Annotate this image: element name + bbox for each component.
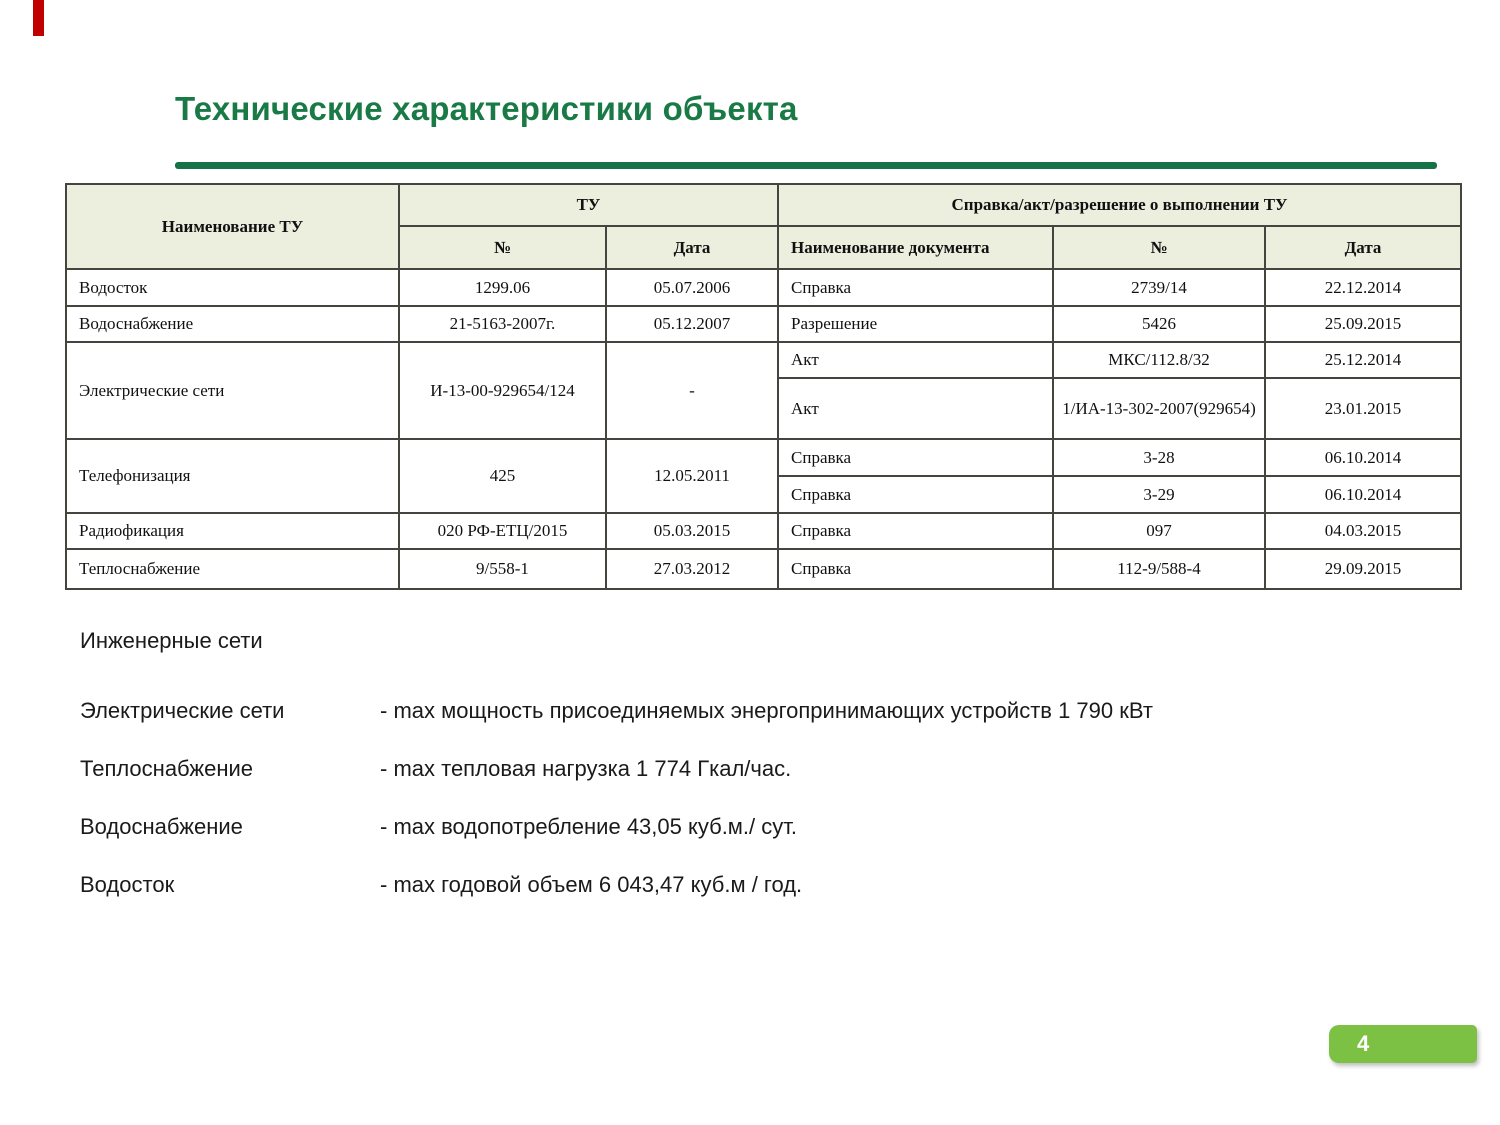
cell-tu-date: 05.07.2006 xyxy=(606,269,778,306)
cell-doc-name: Акт xyxy=(778,342,1053,378)
table-row xyxy=(66,439,1461,476)
cell-tu-name: Электрические сети xyxy=(66,342,399,439)
cell-doc-name: Справка xyxy=(778,439,1053,476)
note-row-heat xyxy=(80,756,1420,782)
cell-doc-date: 06.10.2014 xyxy=(1265,439,1461,476)
note-label: Электрические сети xyxy=(80,698,285,723)
tu-table xyxy=(65,183,1462,590)
cell-doc-no: 097 xyxy=(1053,513,1265,549)
cell-doc-name: Справка xyxy=(778,269,1053,306)
cell-tu-no: 9/558-1 xyxy=(399,549,606,589)
cell-tu-date: 27.03.2012 xyxy=(606,549,778,589)
cell-tu-name: Радиофикация xyxy=(66,513,399,549)
note-row-drain xyxy=(80,872,1420,898)
red-accent-bar xyxy=(33,0,44,36)
cell-doc-name: Справка xyxy=(778,513,1053,549)
note-value: - max мощность присоединяемых энергопринимающих устройств 1 790 кВт xyxy=(380,698,1153,723)
cell-tu-name: Водосток xyxy=(66,269,399,306)
cell-doc-name: Разрешение xyxy=(778,306,1053,342)
note-value: - max тепловая нагрузка 1 774 Гкал/час. xyxy=(380,756,792,781)
table-header-row-groups xyxy=(66,184,1461,226)
cell-tu-no: 020 РФ-ЕТЦ/2015 xyxy=(399,513,606,549)
table-row xyxy=(66,549,1461,589)
note-label: Водоснабжение xyxy=(80,814,243,839)
note-label: Водосток xyxy=(80,872,175,897)
header-group-doc: Справка/акт/разрешение о выполнении ТУ xyxy=(778,184,1461,226)
cell-doc-no: 112-9/588-4 xyxy=(1053,549,1265,589)
page-title: Технические характеристики объекта xyxy=(175,90,798,127)
page-number-badge xyxy=(1329,1025,1477,1063)
header-name-tu: Наименование ТУ xyxy=(66,184,399,269)
cell-tu-no: 1299.06 xyxy=(399,269,606,306)
header-doc-no: № xyxy=(1053,226,1265,269)
cell-doc-name: Акт xyxy=(778,378,1053,439)
note-row-water-supply xyxy=(80,814,1420,840)
cell-tu-name: Водоснабжение xyxy=(66,306,399,342)
cell-doc-no: 3-29 xyxy=(1053,476,1265,513)
cell-doc-date: 29.09.2015 xyxy=(1265,549,1461,589)
cell-doc-date: 25.12.2014 xyxy=(1265,342,1461,378)
cell-tu-no: 425 xyxy=(399,439,606,513)
cell-doc-no: 2739/14 xyxy=(1053,269,1265,306)
table-row xyxy=(66,306,1461,342)
header-tu-no: № xyxy=(399,226,606,269)
cell-doc-date: 23.01.2015 xyxy=(1265,378,1461,439)
cell-doc-name: Справка xyxy=(778,549,1053,589)
cell-doc-no: 1/ИА-13-302-2007(929654) xyxy=(1053,378,1265,439)
cell-tu-date: 05.12.2007 xyxy=(606,306,778,342)
cell-doc-name: Справка xyxy=(778,476,1053,513)
table-row xyxy=(66,269,1461,306)
title-underline xyxy=(175,162,1437,169)
table-row xyxy=(66,513,1461,549)
notes-heading: Инженерные сети xyxy=(80,628,263,653)
header-doc-date: Дата xyxy=(1265,226,1461,269)
cell-doc-no: 3-28 xyxy=(1053,439,1265,476)
header-group-tu: ТУ xyxy=(399,184,778,226)
cell-tu-date: 05.03.2015 xyxy=(606,513,778,549)
cell-doc-date: 06.10.2014 xyxy=(1265,476,1461,513)
note-row-electric xyxy=(80,698,1420,724)
cell-doc-date: 04.03.2015 xyxy=(1265,513,1461,549)
cell-doc-no: 5426 xyxy=(1053,306,1265,342)
cell-tu-date: 12.05.2011 xyxy=(606,439,778,513)
engineering-notes-section xyxy=(80,628,1420,930)
header-tu-date: Дата xyxy=(606,226,778,269)
note-value: - max годовой объем 6 043,47 куб.м / год. xyxy=(380,872,803,897)
cell-tu-no: 21-5163-2007г. xyxy=(399,306,606,342)
page-number: 4 xyxy=(1357,1031,1370,1056)
table-row xyxy=(66,342,1461,378)
cell-tu-no: И-13-00-929654/124 xyxy=(399,342,606,439)
cell-doc-date: 22.12.2014 xyxy=(1265,269,1461,306)
cell-tu-name: Теплоснабжение xyxy=(66,549,399,589)
cell-tu-name: Телефонизация xyxy=(66,439,399,513)
cell-doc-no: МКС/112.8/32 xyxy=(1053,342,1265,378)
cell-tu-date: - xyxy=(606,342,778,439)
note-value: - max водопотребление 43,05 куб.м./ сут. xyxy=(380,814,798,839)
note-label: Теплоснабжение xyxy=(80,756,254,781)
cell-doc-date: 25.09.2015 xyxy=(1265,306,1461,342)
header-doc-name: Наименование документа xyxy=(778,226,1053,269)
